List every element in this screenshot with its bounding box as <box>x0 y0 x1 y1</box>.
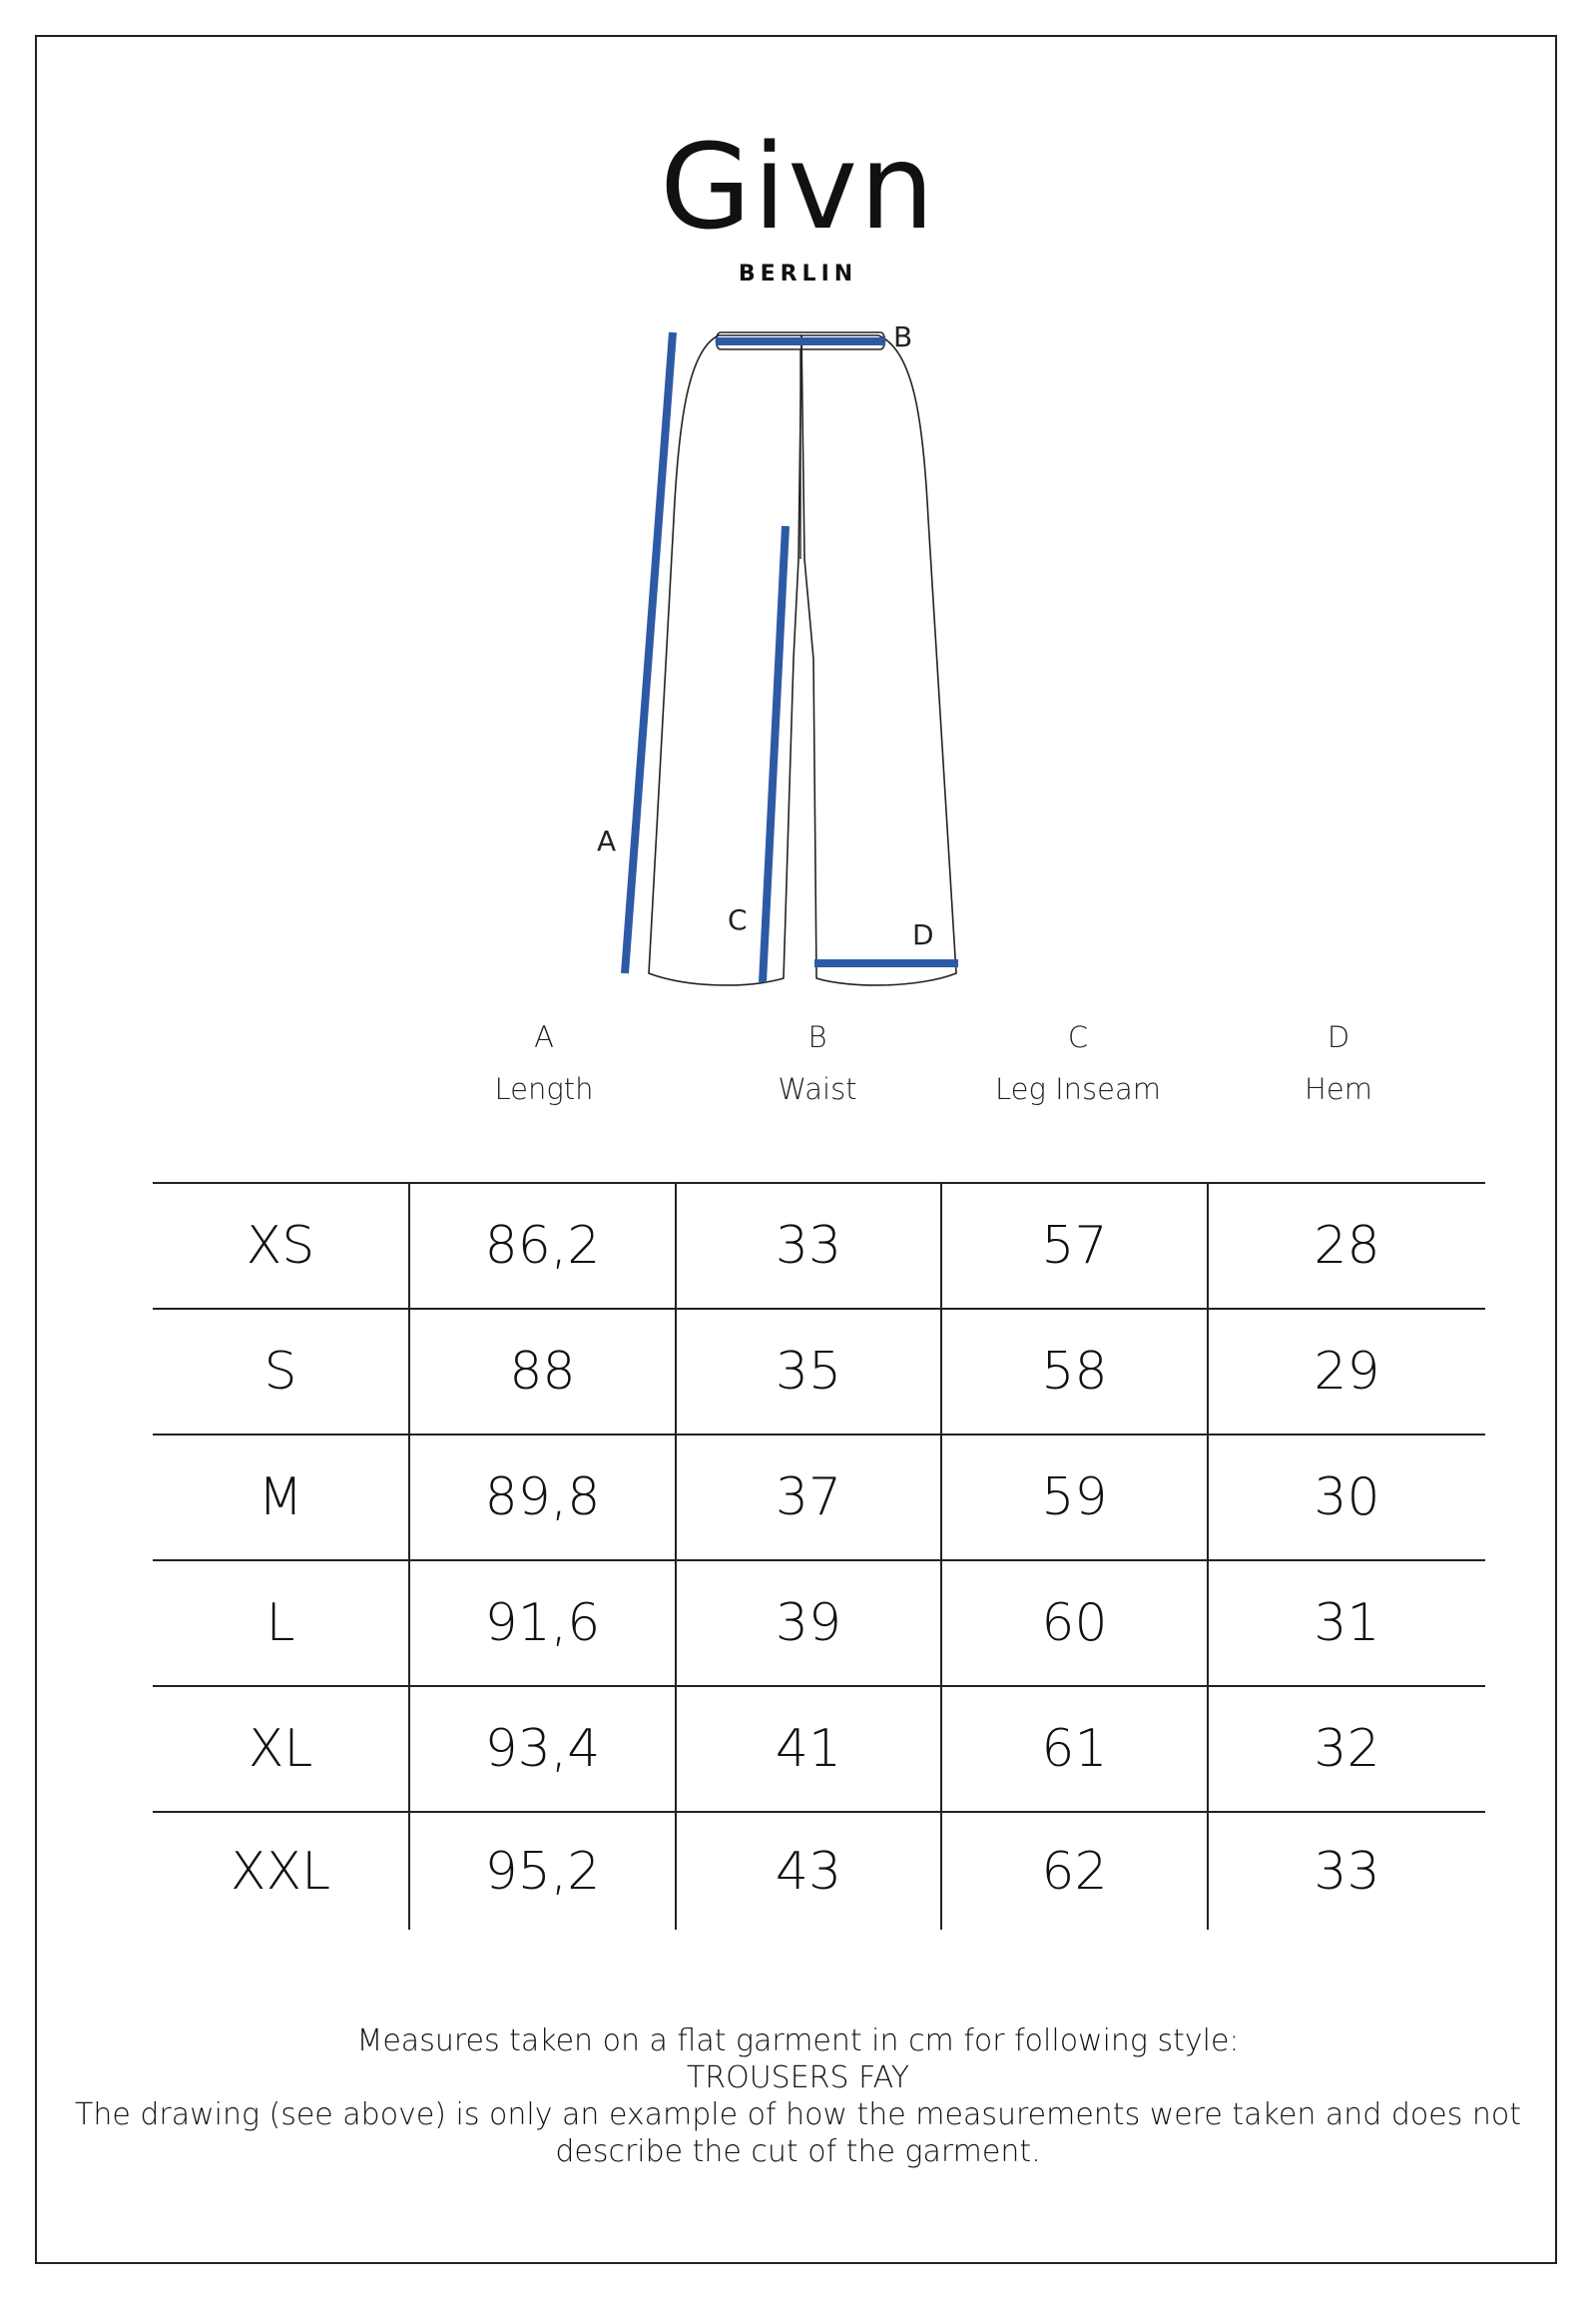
column-header-leg-inseam <box>948 1020 1208 1106</box>
hem-cell: 29 <box>1208 1309 1485 1435</box>
column-header-waist <box>688 1020 947 1106</box>
size-cell: S <box>153 1309 409 1435</box>
length-cell: 95,2 <box>409 1812 676 1930</box>
trousers-outline-right-leg <box>801 335 956 985</box>
size-table <box>153 1182 1485 1930</box>
hem-cell: 31 <box>1208 1560 1485 1686</box>
size-cell: M <box>153 1435 409 1560</box>
waist-cell: 33 <box>676 1183 941 1309</box>
measure-label-b: B <box>893 320 913 353</box>
size-cell: XS <box>153 1183 409 1309</box>
measure-label-c: C <box>728 903 748 936</box>
column-header-hem <box>1209 1020 1468 1106</box>
column-letter: A <box>534 1020 554 1054</box>
hem-cell: 32 <box>1208 1686 1485 1812</box>
column-name: Leg Inseam <box>994 1072 1161 1106</box>
inseam-cell: 57 <box>941 1183 1208 1309</box>
column-name: Waist <box>778 1072 857 1106</box>
inseam-cell: 61 <box>941 1686 1208 1812</box>
note-line-2: The drawing (see above) is only an example of how the measurements were taken and does not describe the cut of the garment. <box>75 2097 1521 2169</box>
measurement-note <box>60 2022 1536 2170</box>
column-header-length <box>414 1020 674 1106</box>
length-cell: 93,4 <box>409 1686 676 1812</box>
waist-cell: 41 <box>676 1686 941 1812</box>
hem-cell: 28 <box>1208 1183 1485 1309</box>
measure-line-c <box>763 526 786 982</box>
table-row <box>153 1183 1485 1309</box>
measure-line-a <box>625 332 673 973</box>
note-style-name: TROUSERS FAY <box>686 2060 910 2095</box>
length-cell: 86,2 <box>409 1183 676 1309</box>
measure-label-d: D <box>912 918 934 951</box>
table-row <box>153 1435 1485 1560</box>
waist-cell: 39 <box>676 1560 941 1686</box>
measure-label-a: A <box>597 825 617 858</box>
hem-cell: 33 <box>1208 1812 1485 1930</box>
waist-cell: 43 <box>676 1812 941 1930</box>
table-row <box>153 1812 1485 1930</box>
table-row <box>153 1686 1485 1812</box>
column-letter: C <box>1067 1020 1089 1054</box>
waist-cell: 37 <box>676 1435 941 1560</box>
column-letter: B <box>807 1020 827 1054</box>
inseam-cell: 62 <box>941 1812 1208 1930</box>
brand-city: BERLIN <box>738 262 858 287</box>
inseam-cell: 58 <box>941 1309 1208 1435</box>
note-line-1: Measures taken on a flat garment in cm for following style: <box>356 2023 1240 2058</box>
trousers-diagram <box>0 0 1596 998</box>
column-name: Hem <box>1305 1072 1372 1106</box>
column-name: Length <box>494 1072 594 1106</box>
size-cell: XXL <box>153 1812 409 1930</box>
length-cell: 89,8 <box>409 1435 676 1560</box>
size-cell: XL <box>153 1686 409 1812</box>
size-cell: L <box>153 1560 409 1686</box>
length-cell: 88 <box>409 1309 676 1435</box>
waist-cell: 35 <box>676 1309 941 1435</box>
inseam-cell: 60 <box>941 1560 1208 1686</box>
column-letter: D <box>1327 1020 1350 1054</box>
hem-cell: 30 <box>1208 1435 1485 1560</box>
table-row <box>153 1560 1485 1686</box>
brand-logo: Givn <box>660 118 936 256</box>
length-cell: 91,6 <box>409 1560 676 1686</box>
inseam-cell: 59 <box>941 1435 1208 1560</box>
table-row <box>153 1309 1485 1435</box>
